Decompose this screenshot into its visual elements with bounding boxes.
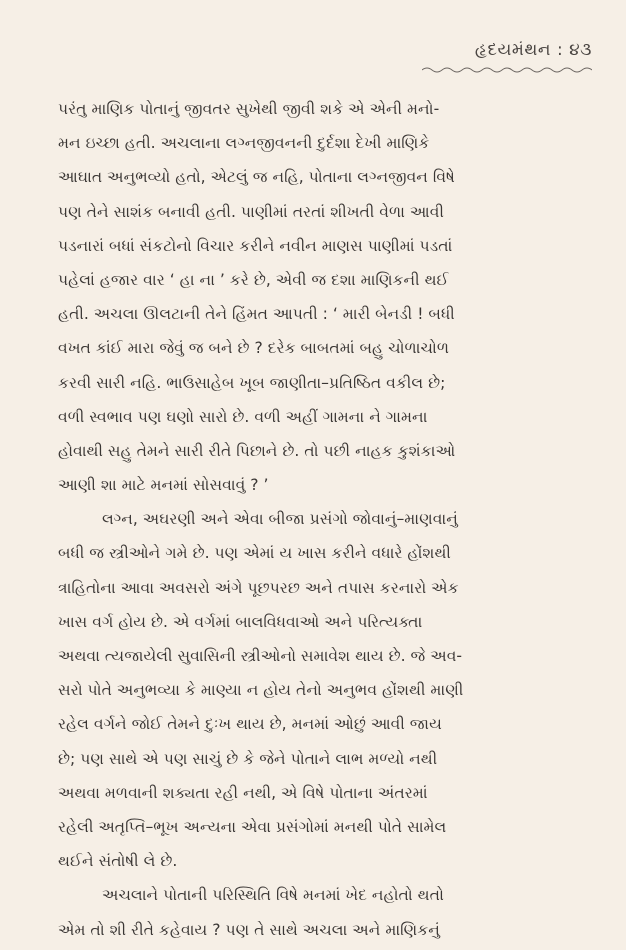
text-line: થઈને સંતોષી લે છે.: [58, 852, 178, 871]
body-text: [58, 92, 586, 947]
text-line: મન ઇચ્છા હતી. અચલાના લગ્નજીવનની દુર્દશા દેખી માણિકે: [58, 134, 430, 153]
text-line: આઘાત અનુભવ્યો હતો, એટલું જ નહિ, પોતાના લગ્નજીવન વિષે: [58, 168, 455, 187]
text-line: પહેલાં હજાર વાર ‘ હા ના ’ કરે છે, એવી જ દશા માણિકની થઈ: [58, 270, 449, 289]
text-line: પરંતુ માણિક પોતાનું જીવતર સુખેથી જીવી શકે એ એની મનો-: [58, 100, 440, 118]
paragraph: [58, 502, 586, 878]
text-line: વખત કાંઈ મારા જેવું જ બને છે ? દરેક બાબતમાં બહુ ચોળાચોળ: [58, 339, 449, 358]
text-line: પડનારાં બધાં સંકટોનો વિચાર કરીને નવીન માણસ પાણીમાં પડતાં: [58, 236, 453, 255]
text-line: અથવા મળવાની શક્યતા રહી નથી, એ વિષે પોતાના અંતરમાં: [58, 783, 428, 802]
text-line: વળી સ્વભાવ પણ ઘણો સારો છે. વળી અહીં ગામના ને ગામના: [58, 407, 428, 426]
text-line: આણી શા માટે મનમાં સોસવાવું ? ’: [58, 476, 269, 495]
text-line: હોવાથી સહુ તેમને સારી રીતે પિછાને છે. તો પછી નાહક કુશંકાઓ: [58, 441, 456, 460]
running-header: હૃદયમંથન : ૪૩: [474, 40, 592, 60]
text-line: સરો પોતે અનુભવ્યા કે માણ્યા ન હોય તેનો અનુભવ હોંશથી માણી: [58, 681, 464, 700]
text-line: કરવી સારી નહિ. ભાઉસાહેબ ખૂબ જાણીતા–પ્રતિષ્ઠિત વકીલ છે;: [58, 373, 446, 392]
text-line: હતી. અચલા ઊલટાની તેને હિંમત આપતી : ‘ મારી બેનડી ! બધી: [58, 305, 455, 324]
header-wavy-rule: [422, 66, 592, 74]
text-line: છે; પણ સાથે એ પણ સાચું છે કે જેને પોતાને લાભ મળ્યો નથી: [58, 749, 438, 768]
text-line: રહેલ વર્ગને જોઈ તેમને દુઃખ થાય છે, મનમાં ઓછું આવી જાય: [58, 715, 442, 734]
paragraph: [58, 878, 586, 946]
text-line: અચલાને પોતાની પરિસ્થિતિ વિષે મનમાં ખેદ નહોતો થતો: [102, 886, 444, 905]
text-line: પણ તેને સાશંક બનાવી હતી. પાણીમાં તરતાં શીખતી વેળા આવી: [58, 202, 444, 221]
text-line: રહેલી અતૃપ્તિ–ભૂખ અન્યના એવા પ્રસંગોમાં મનથી પોતે સામેલ: [58, 817, 447, 836]
text-line: લગ્ન, અઘરણી અને એવા બીજા પ્રસંગો જોવાનું–માણવાનું: [102, 510, 458, 529]
text-line: એમ તો શી રીતે કહેવાય ? પણ તે સાથે અચલા અને માણિકનું: [58, 920, 440, 939]
text-line: બધી જ સ્ત્રીઓને ગમે છે. પણ એમાં ય ખાસ કરીને વધારે હોંશથી: [58, 544, 451, 563]
text-line: ત્રાહિતોના આવા અવસરો અંગે પૂછપરછ અને તપાસ કરનારો એક: [58, 578, 459, 597]
text-line: ખાસ વર્ગ હોય છે. એ વર્ગમાં બાલવિધવાઓ અને પરિત્યક્તા: [58, 612, 423, 631]
text-line: અથવા ત્યજાયેલી સુવાસિની સ્ત્રીઓનો સમાવેશ થાય છે. જે અવ-: [58, 647, 463, 665]
paragraph: [58, 92, 586, 502]
